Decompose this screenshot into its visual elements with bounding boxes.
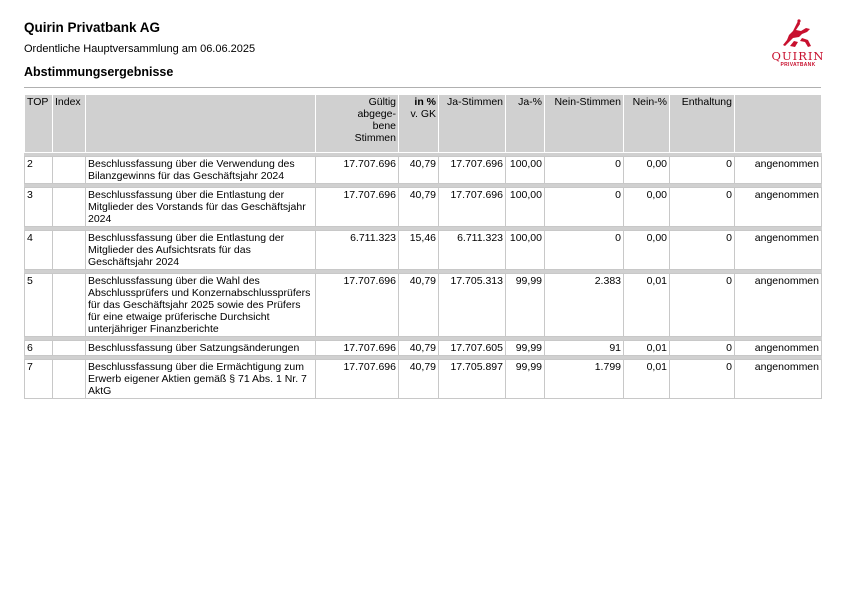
cell-yes-votes: 17.707.696 [439, 188, 506, 227]
cell-percent-capital: 15,46 [399, 231, 439, 270]
table-row [25, 360, 822, 399]
cell-top: 2 [25, 157, 53, 184]
document-title: Abstimmungsergebnisse [24, 65, 174, 79]
cell-no-votes: 2.383 [545, 274, 624, 337]
cell-description: Beschlussfassung über die Entlastung der Mitglieder des Aufsichtsrats für das Geschäftsjahr 2024 [86, 231, 316, 270]
cell-no-percent: 0,01 [624, 341, 670, 356]
col-header-top: TOP [25, 95, 53, 153]
cell-yes-votes: 17.707.696 [439, 157, 506, 184]
cell-no-votes: 91 [545, 341, 624, 356]
table-row [25, 341, 822, 356]
cell-no-votes: 0 [545, 188, 624, 227]
cell-abstentions: 0 [670, 274, 735, 337]
cell-top: 6 [25, 341, 53, 356]
cell-index [53, 360, 86, 399]
cell-abstentions: 0 [670, 188, 735, 227]
cell-index [53, 341, 86, 356]
cell-description: Beschlussfassung über die Ermächtigung zum Erwerb eigener Aktien gemäß § 71 Abs. 1 Nr. 7 AktG [86, 360, 316, 399]
cell-no-percent: 0,00 [624, 231, 670, 270]
cell-yes-percent: 100,00 [506, 231, 545, 270]
cell-yes-votes: 17.705.897 [439, 360, 506, 399]
cell-description: Beschlussfassung über die Verwendung des Bilanzgewinns für das Geschäftsjahr 2024 [86, 157, 316, 184]
cell-yes-percent: 100,00 [506, 157, 545, 184]
voting-results-table [24, 94, 822, 399]
col-header-abstentions: Enthaltung [670, 95, 735, 153]
table-row [25, 188, 822, 227]
table-body [25, 153, 822, 399]
cell-no-votes: 0 [545, 157, 624, 184]
rider-icon [780, 18, 816, 49]
cell-result: angenommen [735, 188, 822, 227]
company-name: Quirin Privatbank AG [24, 20, 161, 35]
cell-abstentions: 0 [670, 341, 735, 356]
cell-result: angenommen [735, 360, 822, 399]
col-header-no-percent: Nein-% [624, 95, 670, 153]
cell-yes-percent: 99,99 [506, 360, 545, 399]
cell-valid-votes: 17.707.696 [316, 360, 399, 399]
logo-wordmark: QUIRIN [771, 49, 825, 63]
table-row [25, 157, 822, 184]
cell-valid-votes: 6.711.323 [316, 231, 399, 270]
cell-no-percent: 0,01 [624, 274, 670, 337]
cell-top: 4 [25, 231, 53, 270]
cell-percent-capital: 40,79 [399, 157, 439, 184]
cell-yes-percent: 100,00 [506, 188, 545, 227]
cell-abstentions: 0 [670, 157, 735, 184]
cell-top: 5 [25, 274, 53, 337]
cell-index [53, 231, 86, 270]
logo-subline: PRIVATBANK [780, 62, 816, 68]
cell-percent-capital: 40,79 [399, 360, 439, 399]
cell-top: 7 [25, 360, 53, 399]
percent-header-line1: in % [414, 96, 436, 108]
col-header-index: Index [53, 95, 86, 153]
cell-valid-votes: 17.707.696 [316, 274, 399, 337]
cell-result: angenommen [735, 274, 822, 337]
cell-description: Beschlussfassung über die Entlastung der Mitglieder des Vorstands für das Geschäftsjahr 2024 [86, 188, 316, 227]
cell-yes-votes: 17.705.313 [439, 274, 506, 337]
cell-abstentions: 0 [670, 360, 735, 399]
meeting-subtitle: Ordentliche Hauptversammlung am 06.06.2025 [24, 43, 256, 55]
col-header-yes-votes: Ja-Stimmen [439, 95, 506, 153]
table-row [25, 274, 822, 337]
cell-no-percent: 0,01 [624, 360, 670, 399]
col-header-result [735, 95, 822, 153]
col-header-valid-votes [316, 95, 399, 153]
cell-yes-votes: 6.711.323 [439, 231, 506, 270]
valid-header-line1: Gültig [368, 96, 396, 108]
cell-top: 3 [25, 188, 53, 227]
col-header-percent-capital [399, 95, 439, 153]
cell-no-votes: 0 [545, 231, 624, 270]
cell-valid-votes: 17.707.696 [316, 157, 399, 184]
cell-percent-capital: 40,79 [399, 341, 439, 356]
cell-index [53, 188, 86, 227]
cell-valid-votes: 17.707.696 [316, 188, 399, 227]
cell-yes-percent: 99,99 [506, 341, 545, 356]
cell-no-votes: 1.799 [545, 360, 624, 399]
table-header-row [25, 95, 822, 153]
cell-percent-capital: 40,79 [399, 188, 439, 227]
col-header-yes-percent: Ja-% [506, 95, 545, 153]
cell-abstentions: 0 [670, 231, 735, 270]
cell-no-percent: 0,00 [624, 188, 670, 227]
col-header-no-votes: Nein-Stimmen [545, 95, 624, 153]
table-row [25, 231, 822, 270]
cell-result: angenommen [735, 231, 822, 270]
valid-header-line3: bene [372, 120, 396, 132]
col-header-item [86, 95, 316, 153]
valid-header-line4: Stimmen [354, 132, 396, 144]
cell-yes-percent: 99,99 [506, 274, 545, 337]
cell-valid-votes: 17.707.696 [316, 341, 399, 356]
cell-no-percent: 0,00 [624, 157, 670, 184]
cell-percent-capital: 40,79 [399, 274, 439, 337]
quirin-logo [768, 18, 828, 76]
cell-index [53, 274, 86, 337]
cell-index [53, 157, 86, 184]
cell-description: Beschlussfassung über Satzungsänderungen [86, 341, 316, 356]
header-divider [24, 87, 821, 88]
cell-yes-votes: 17.707.605 [439, 341, 506, 356]
percent-header-line2: v. GK [410, 108, 436, 120]
valid-header-line2: abgege- [357, 108, 396, 120]
cell-result: angenommen [735, 157, 822, 184]
cell-result: angenommen [735, 341, 822, 356]
cell-description: Beschlussfassung über die Wahl des Abschlussprüfers und Konzernabschlussprüfers für das Geschäftsjahr 2025 sowie des Prüfers für eine etwaige prüferische Durchsicht unterjähriger Finanzberichte [86, 274, 316, 337]
